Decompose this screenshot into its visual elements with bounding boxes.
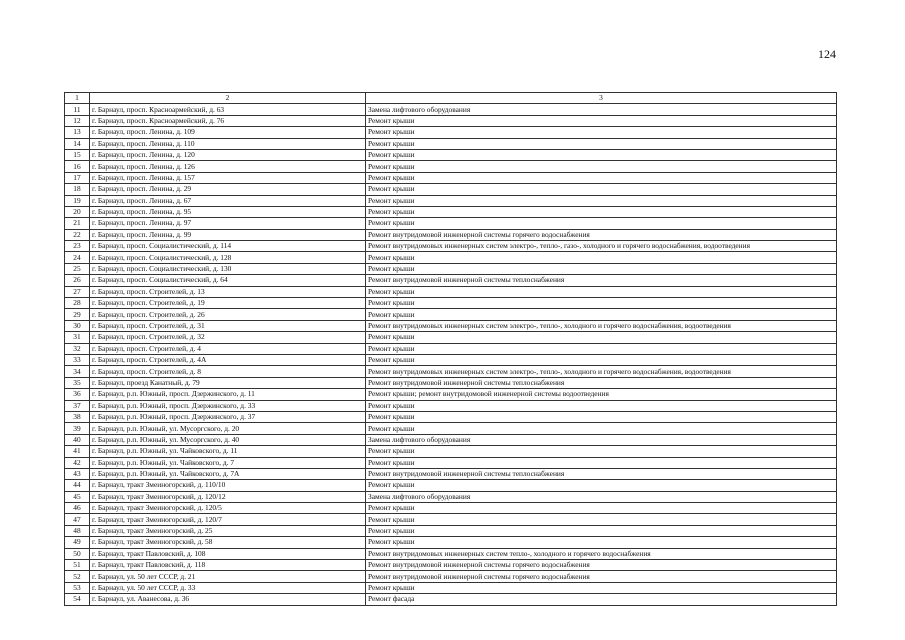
address-cell: г. Барнаул, просп. Ленина, д. 97: [90, 218, 366, 229]
row-number: 13: [65, 127, 90, 138]
row-number: 23: [65, 241, 90, 252]
table-row: [65, 389, 837, 400]
row-number: 45: [65, 491, 90, 502]
table-row: [65, 309, 837, 320]
table-row: [65, 434, 837, 445]
row-number: 12: [65, 115, 90, 126]
row-number: 22: [65, 229, 90, 240]
work-type-cell: Ремонт внутридомовой инженерной системы теплоснабжения: [366, 377, 837, 388]
work-type-cell: Ремонт крыши: [366, 161, 837, 172]
work-type-cell: Ремонт крыши: [366, 332, 837, 343]
address-cell: г. Барнаул, ул. Аванесова, д. 36: [90, 594, 366, 605]
row-number: 43: [65, 468, 90, 479]
row-number: 25: [65, 263, 90, 274]
table-row: [65, 514, 837, 525]
work-type-cell: Ремонт крыши: [366, 298, 837, 309]
work-type-cell: Ремонт внутридомовой инженерной системы теплоснабжения: [366, 468, 837, 479]
work-type-cell: Ремонт крыши: [366, 127, 837, 138]
work-type-cell: Ремонт крыши: [366, 309, 837, 320]
row-number: 36: [65, 389, 90, 400]
table-row: [65, 298, 837, 309]
table-row: [65, 241, 837, 252]
address-cell: г. Барнаул, просп. Строителей, д. 8: [90, 366, 366, 377]
address-cell: г. Барнаул, тракт Павловский, д. 108: [90, 548, 366, 559]
row-number: 54: [65, 594, 90, 605]
work-type-cell: Ремонт крыши: [366, 195, 837, 206]
address-cell: г. Барнаул, тракт Змеиногорский, д. 58: [90, 537, 366, 548]
work-type-cell: Ремонт внутридомовой инженерной системы горячего водоснабжения: [366, 229, 837, 240]
table-row: [65, 503, 837, 514]
row-number: 33: [65, 354, 90, 365]
header-col-3: 3: [366, 93, 837, 104]
address-cell: г. Барнаул, р.п. Южный, просп. Дзержинского, д. 11: [90, 389, 366, 400]
table-body: [65, 93, 837, 606]
table-row: [65, 104, 837, 115]
address-cell: г. Барнаул, р.п. Южный, ул. Чайковского, д. 7А: [90, 468, 366, 479]
address-cell: г. Барнаул, просп. Строителей, д. 26: [90, 309, 366, 320]
address-cell: г. Барнаул, просп. Строителей, д. 32: [90, 332, 366, 343]
address-cell: г. Барнаул, просп. Красноармейский, д. 76: [90, 115, 366, 126]
repair-register-table: [64, 92, 837, 606]
address-cell: г. Барнаул, р.п. Южный, ул. Чайковского, д. 11: [90, 446, 366, 457]
work-type-cell: Ремонт крыши: [366, 411, 837, 422]
work-type-cell: Ремонт крыши: [366, 252, 837, 263]
work-type-cell: Ремонт внутридомовой инженерной системы теплоснабжения: [366, 275, 837, 286]
work-type-cell: Ремонт фасада: [366, 594, 837, 605]
work-type-cell: Ремонт внутридомовой инженерной системы горячего водоснабжения: [366, 560, 837, 571]
row-number: 47: [65, 514, 90, 525]
table-row: [65, 195, 837, 206]
row-number: 24: [65, 252, 90, 263]
work-type-cell: Ремонт внутридомовых инженерных систем электро-, тепло-, холодного и горячего водоснабжения, водоотведения: [366, 366, 837, 377]
row-number: 51: [65, 560, 90, 571]
row-number: 35: [65, 377, 90, 388]
address-cell: г. Барнаул, просп. Ленина, д. 126: [90, 161, 366, 172]
row-number: 37: [65, 400, 90, 411]
work-type-cell: Ремонт внутридомовых инженерных систем тепло-, холодного и горячего водоснабжения: [366, 548, 837, 559]
table-row: [65, 115, 837, 126]
table-row: [65, 218, 837, 229]
work-type-cell: Ремонт крыши: [366, 514, 837, 525]
address-cell: г. Барнаул, просп. Ленина, д. 110: [90, 138, 366, 149]
address-cell: г. Барнаул, тракт Змеиногорский, д. 120/5: [90, 503, 366, 514]
row-number: 14: [65, 138, 90, 149]
address-cell: г. Барнаул, просп. Социалистический, д. 130: [90, 263, 366, 274]
work-type-cell: Ремонт крыши: [366, 286, 837, 297]
table-row: [65, 411, 837, 422]
address-cell: г. Барнаул, просп. Строителей, д. 13: [90, 286, 366, 297]
row-number: 40: [65, 434, 90, 445]
address-cell: г. Барнаул, ул. 50 лет СССР, д. 33: [90, 582, 366, 593]
work-type-cell: Ремонт крыши: [366, 206, 837, 217]
row-number: 42: [65, 457, 90, 468]
address-cell: г. Барнаул, р.п. Южный, просп. Дзержинского, д. 33: [90, 400, 366, 411]
row-number: 21: [65, 218, 90, 229]
address-cell: г. Барнаул, ул. 50 лет СССР, д. 21: [90, 571, 366, 582]
table-row: [65, 161, 837, 172]
work-type-cell: Ремонт крыши: [366, 525, 837, 536]
row-number: 28: [65, 298, 90, 309]
row-number: 41: [65, 446, 90, 457]
table-row: [65, 594, 837, 605]
work-type-cell: Ремонт крыши: [366, 457, 837, 468]
address-cell: г. Барнаул, просп. Строителей, д. 31: [90, 320, 366, 331]
work-type-cell: Ремонт крыши; ремонт внутридомовой инженерной системы водоотведения: [366, 389, 837, 400]
row-number: 19: [65, 195, 90, 206]
table-row: [65, 332, 837, 343]
work-type-cell: Ремонт крыши: [366, 343, 837, 354]
work-type-cell: Замена лифтового оборудования: [366, 491, 837, 502]
work-type-cell: Ремонт внутридомовых инженерных систем электро-, тепло-, холодного и горячего водоснабжения, водоотведения: [366, 320, 837, 331]
address-cell: г. Барнаул, р.п. Южный, просп. Дзержинского, д. 37: [90, 411, 366, 422]
work-type-cell: Ремонт крыши: [366, 149, 837, 160]
table-row: [65, 320, 837, 331]
row-number: 20: [65, 206, 90, 217]
table-row: [65, 571, 837, 582]
work-type-cell: Ремонт внутридомовых инженерных систем электро-, тепло-, газо-, холодного и горячего водоснабжения, водоотведения: [366, 241, 837, 252]
row-number: 39: [65, 423, 90, 434]
row-number: 29: [65, 309, 90, 320]
table-row: [65, 400, 837, 411]
work-type-cell: Замена лифтового оборудования: [366, 104, 837, 115]
address-cell: г. Барнаул, просп. Красноармейский, д. 63: [90, 104, 366, 115]
address-cell: г. Барнаул, просп. Ленина, д. 29: [90, 184, 366, 195]
table-row: [65, 149, 837, 160]
table-row: [65, 457, 837, 468]
work-type-cell: Ремонт крыши: [366, 354, 837, 365]
row-number: 15: [65, 149, 90, 160]
work-type-cell: Ремонт крыши: [366, 184, 837, 195]
work-type-cell: Ремонт крыши: [366, 423, 837, 434]
work-type-cell: Ремонт крыши: [366, 400, 837, 411]
address-cell: г. Барнаул, р.п. Южный, ул. Мусоргского, д. 20: [90, 423, 366, 434]
table-row: [65, 127, 837, 138]
row-number: 52: [65, 571, 90, 582]
work-type-cell: Ремонт крыши: [366, 480, 837, 491]
address-cell: г. Барнаул, просп. Социалистический, д. 64: [90, 275, 366, 286]
table-row: [65, 229, 837, 240]
row-number: 44: [65, 480, 90, 491]
row-number: 31: [65, 332, 90, 343]
address-cell: г. Барнаул, просп. Строителей, д. 4: [90, 343, 366, 354]
address-cell: г. Барнаул, тракт Змеиногорский, д. 120/12: [90, 491, 366, 502]
address-cell: г. Барнаул, просп. Строителей, д. 4А: [90, 354, 366, 365]
work-type-cell: Ремонт крыши: [366, 446, 837, 457]
address-cell: г. Барнаул, проезд Канатный, д. 79: [90, 377, 366, 388]
table-row: [65, 184, 837, 195]
work-type-cell: Замена лифтового оборудования: [366, 434, 837, 445]
row-number: 27: [65, 286, 90, 297]
table-row: [65, 491, 837, 502]
page-number: 124: [818, 47, 836, 61]
table-row: [65, 206, 837, 217]
table-row: [65, 525, 837, 536]
table-row: [65, 263, 837, 274]
table-row: [65, 252, 837, 263]
table-row: [65, 286, 837, 297]
address-cell: г. Барнаул, просп. Социалистический, д. 114: [90, 241, 366, 252]
table-row: [65, 343, 837, 354]
address-cell: г. Барнаул, просп. Ленина, д. 67: [90, 195, 366, 206]
address-cell: г. Барнаул, р.п. Южный, ул. Мусоргского, д. 40: [90, 434, 366, 445]
header-col-2: 2: [90, 93, 366, 104]
table-row: [65, 582, 837, 593]
work-type-cell: Ремонт крыши: [366, 582, 837, 593]
work-type-cell: Ремонт крыши: [366, 263, 837, 274]
address-cell: г. Барнаул, просп. Строителей, д. 19: [90, 298, 366, 309]
table-row: [65, 172, 837, 183]
row-number: 38: [65, 411, 90, 422]
address-cell: г. Барнаул, просп. Социалистический, д. 128: [90, 252, 366, 263]
row-number: 53: [65, 582, 90, 593]
work-type-cell: Ремонт крыши: [366, 138, 837, 149]
table-row: [65, 560, 837, 571]
row-number: 32: [65, 343, 90, 354]
row-number: 46: [65, 503, 90, 514]
work-type-cell: Ремонт внутридомовой инженерной системы горячего водоснабжения: [366, 571, 837, 582]
table-row: [65, 377, 837, 388]
address-cell: г. Барнаул, просп. Ленина, д. 95: [90, 206, 366, 217]
table-row: [65, 275, 837, 286]
table-row: [65, 423, 837, 434]
table-row: [65, 366, 837, 377]
table-row: [65, 354, 837, 365]
address-cell: г. Барнаул, тракт Змеиногорский, д. 110/10: [90, 480, 366, 491]
address-cell: г. Барнаул, тракт Павловский, д. 118: [90, 560, 366, 571]
row-number: 48: [65, 525, 90, 536]
row-number: 11: [65, 104, 90, 115]
table-row: [65, 537, 837, 548]
work-type-cell: Ремонт крыши: [366, 172, 837, 183]
row-number: 50: [65, 548, 90, 559]
address-cell: г. Барнаул, тракт Змеиногорский, д. 120/7: [90, 514, 366, 525]
row-number: 17: [65, 172, 90, 183]
address-cell: г. Барнаул, просп. Ленина, д. 120: [90, 149, 366, 160]
row-number: 30: [65, 320, 90, 331]
table-row: [65, 138, 837, 149]
work-type-cell: Ремонт крыши: [366, 537, 837, 548]
row-number: 34: [65, 366, 90, 377]
table-row: [65, 446, 837, 457]
row-number: 26: [65, 275, 90, 286]
work-type-cell: Ремонт крыши: [366, 115, 837, 126]
work-type-cell: Ремонт крыши: [366, 503, 837, 514]
header-col-1: 1: [65, 93, 90, 104]
address-cell: г. Барнаул, р.п. Южный, ул. Чайковского, д. 7: [90, 457, 366, 468]
table-row: [65, 468, 837, 479]
table-header-row: [65, 93, 837, 104]
address-cell: г. Барнаул, просп. Ленина, д. 109: [90, 127, 366, 138]
address-cell: г. Барнаул, тракт Змеиногорский, д. 25: [90, 525, 366, 536]
row-number: 18: [65, 184, 90, 195]
table-row: [65, 480, 837, 491]
row-number: 49: [65, 537, 90, 548]
table-row: [65, 548, 837, 559]
address-cell: г. Барнаул, просп. Ленина, д. 157: [90, 172, 366, 183]
row-number: 16: [65, 161, 90, 172]
address-cell: г. Барнаул, просп. Ленина, д. 99: [90, 229, 366, 240]
work-type-cell: Ремонт крыши: [366, 218, 837, 229]
